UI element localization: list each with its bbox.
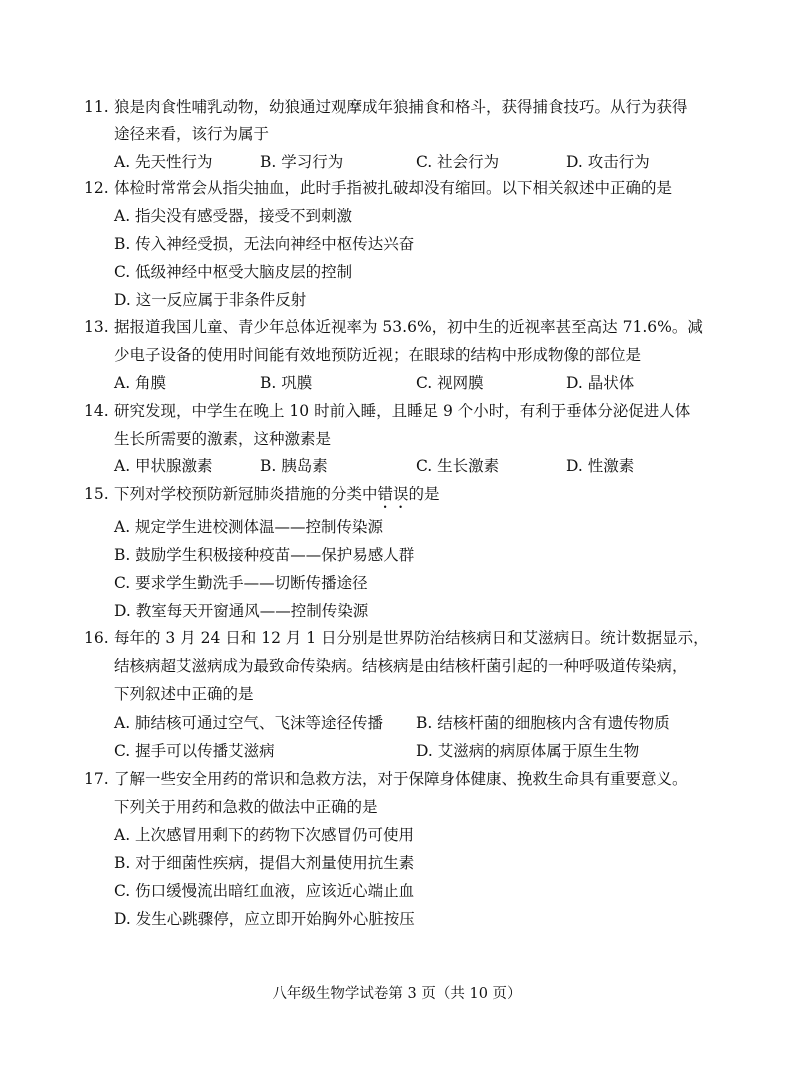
option: A. 规定学生进校测体温——控制传染源: [114, 518, 384, 536]
question-text: 了解一些安全用药的常识和急救方法，对于保障身体健康、挽救生命具有重要意义。: [114, 770, 688, 788]
option: C. 低级神经中枢受大脑皮层的控制: [114, 263, 353, 281]
question-text: 体检时常常会从指尖抽血，此时手指被扎破却没有缩回。以下相关叙述中正确的是: [114, 179, 673, 197]
question-text: 下列关于用药和急救的做法中正确的是: [114, 798, 378, 816]
question-number: 11.: [84, 98, 109, 116]
question-text: 狼是肉食性哺乳动物，幼狼通过观摩成年狼捕食和格斗，获得捕食技巧。从行为获得: [114, 98, 688, 116]
question-number: 13.: [84, 318, 109, 336]
option: D. 发生心跳骤停，应立即开始胸外心脏按压: [114, 910, 415, 928]
option: C. 社会行为: [416, 153, 500, 171]
option: C. 握手可以传播艾滋病: [114, 742, 275, 760]
emphasis-text: 错误: [377, 485, 409, 503]
question-text: 每年的 3 月 24 日和 12 月 1 日分别是世界防治结核病日和艾滋病日。统计数据显示，: [114, 629, 709, 647]
option: A. 指尖没有感受器，接受不到刺激: [114, 207, 353, 225]
option: A. 上次感冒用剩下的药物下次感冒仍可使用: [114, 826, 415, 844]
option: B. 传入神经受损，无法向神经中枢传达兴奋: [114, 235, 415, 253]
question-text: 据报道我国儿童、青少年总体近视率为 53.6%，初中生的近视率甚至高达 71.6%。减: [114, 318, 703, 336]
question-number: 14.: [84, 402, 109, 420]
option: B. 鼓励学生积极接种疫苗——保护易感人群: [114, 546, 415, 564]
page-footer: 八年级生物学试卷第 3 页（共 10 页）: [272, 986, 522, 1002]
question-number: 17.: [84, 770, 109, 788]
question-text: 途径来看，该行为属于: [114, 125, 270, 143]
option: B. 结核杆菌的细胞核内含有遗传物质: [416, 714, 670, 732]
option: A. 先天性行为: [114, 153, 213, 171]
option: C. 视网膜: [416, 374, 484, 392]
option: D. 性激素: [566, 457, 635, 475]
option: B. 巩膜: [260, 374, 313, 392]
option: A. 肺结核可通过空气、飞沫等途径传播: [114, 714, 384, 732]
question-text: 生长所需要的激素，这种激素是: [114, 430, 332, 448]
option: B. 对于细菌性疾病，提倡大剂量使用抗生素: [114, 854, 415, 872]
option: A. 角膜: [114, 374, 167, 392]
option: D. 这一反应属于非条件反射: [114, 291, 307, 309]
option: C. 生长激素: [416, 457, 500, 475]
option: C. 要求学生勤洗手——切断传播途径: [114, 574, 368, 592]
option: D. 艾滋病的病原体属于原生生物: [416, 742, 640, 760]
question-text: 研究发现，中学生在晚上 10 时前入睡，且睡足 9 个小时，有利于垂体分泌促进人体: [114, 402, 691, 420]
question-number: 15.: [84, 485, 109, 503]
option: D. 晶状体: [566, 374, 635, 392]
option: C. 伤口缓慢流出暗红血液，应该近心端止血: [114, 882, 415, 900]
question-text: 下列对学校预防新冠肺炎措施的分类中错误的是: [114, 485, 440, 503]
option: B. 胰岛素: [260, 457, 328, 475]
option: A. 甲状腺激素: [114, 457, 213, 475]
question-number: 16.: [84, 629, 109, 647]
option: D. 攻击行为: [566, 153, 650, 171]
option: B. 学习行为: [260, 153, 344, 171]
question-number: 12.: [84, 179, 109, 197]
question-text: 下列叙述中正确的是: [114, 685, 254, 703]
question-text: 少电子设备的使用时间能有效地预防近视；在眼球的结构中形成物像的部位是: [114, 346, 642, 364]
question-text: 结核病超艾滋病成为最致命传染病。结核病是由结核杆菌引起的一种呼吸道传染病，: [114, 657, 688, 675]
option: D. 教室每天开窗通风——控制传染源: [114, 602, 369, 620]
